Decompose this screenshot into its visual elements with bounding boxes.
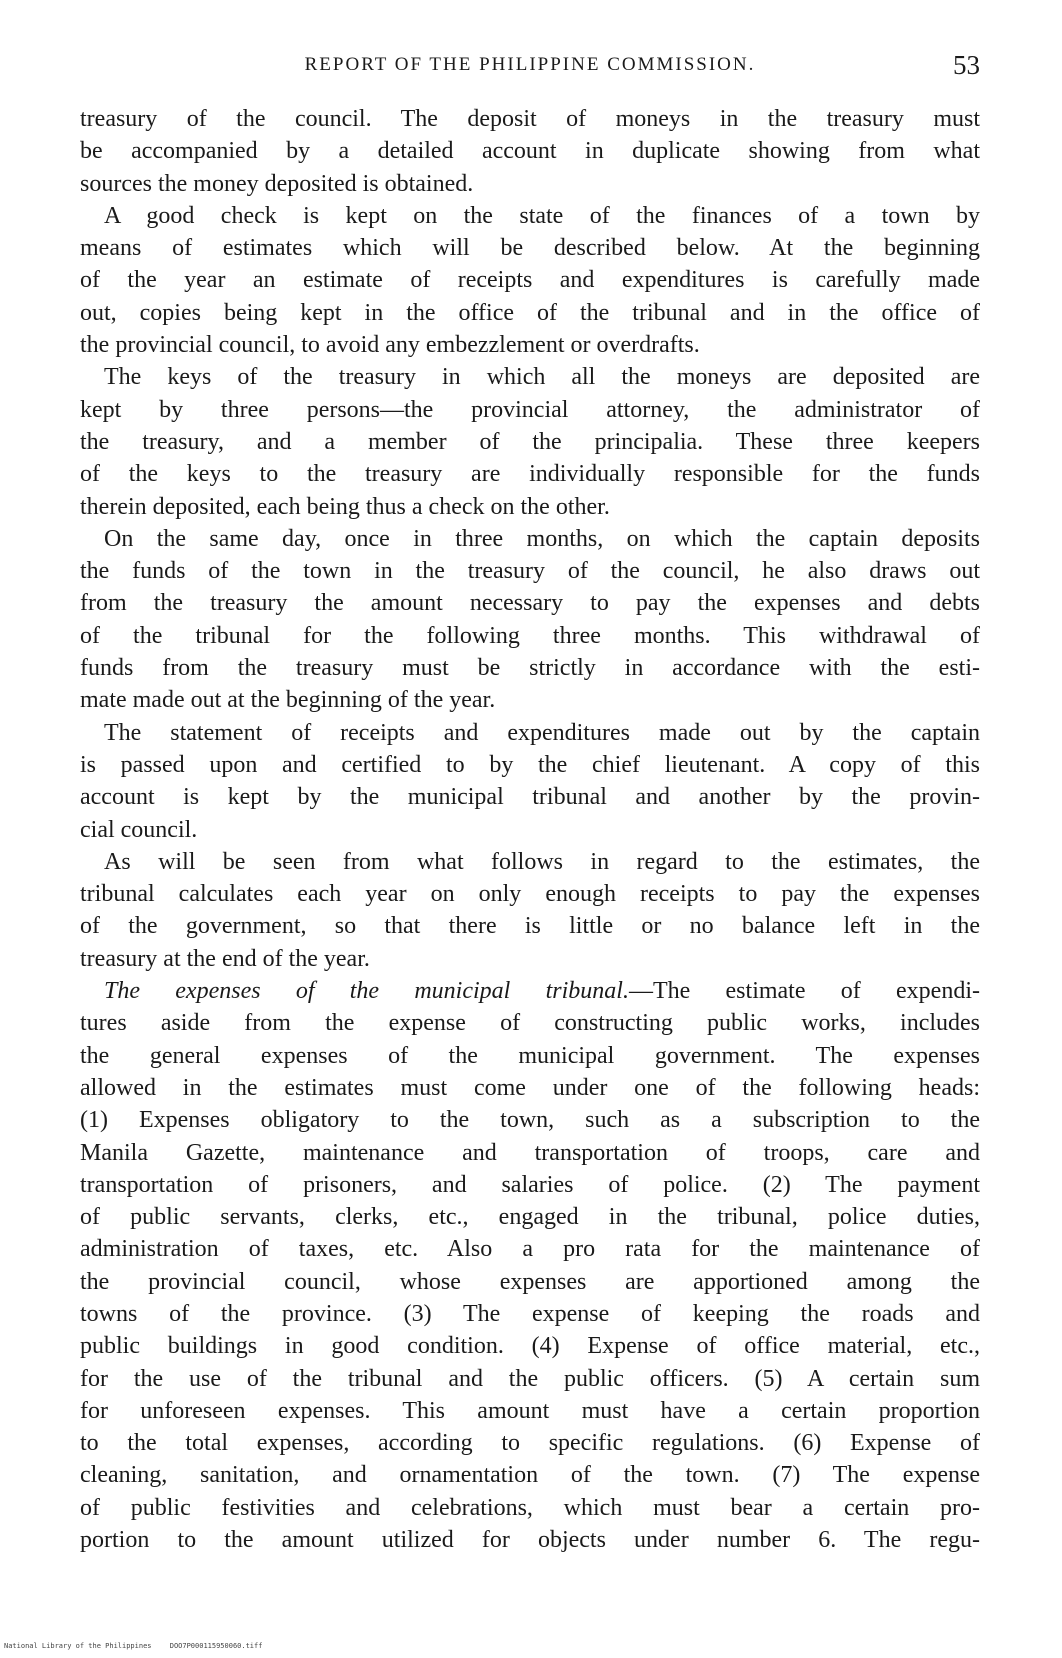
text-line: cleaning, sanitation, and ornamentation of the town. (7) The expense — [80, 1462, 980, 1489]
text-line: be accompanied by a detailed account in duplicate showing from what — [80, 138, 980, 165]
text-line: therein deposited, each being thus a check on the other. — [80, 493, 610, 520]
paragraph — [80, 523, 980, 717]
text-line: the general expenses of the municipal government. The expenses — [80, 1042, 980, 1069]
text-line: of the keys to the treasury are individually responsible for the funds — [80, 461, 980, 488]
text-line: the provincial council, whose expenses are apportioned among the — [80, 1268, 980, 1295]
running-title: REPORT OF THE PHILIPPINE COMMISSION. — [304, 54, 756, 75]
text-line: tures aside from the expense of constructing public works, includes — [80, 1010, 980, 1037]
text-line: Manila Gazette, maintenance and transportation of troops, care and — [80, 1139, 980, 1166]
text-line: A good check is kept on the state of the finances of a town by — [104, 202, 980, 229]
text-line: public buildings in good condition. (4) Expense of office material, etc., — [80, 1333, 980, 1360]
paragraph — [80, 975, 980, 1556]
paragraph — [80, 200, 980, 361]
text-line: (1) Expenses obligatory to the town, such as a subscription to the — [80, 1107, 980, 1134]
text-line: portion to the amount utilized for objects under number 6. The regu- — [80, 1527, 980, 1554]
text-line: allowed in the estimates must come under one of the following heads: — [80, 1074, 980, 1101]
text-line: the treasury, and a member of the principalia. These three keepers — [80, 428, 980, 455]
page-number: 53 — [953, 50, 980, 80]
heading-line-rest: —The estimate of expendi- — [628, 978, 980, 1005]
text-line: from the treasury the amount necessary to pay the expenses and debts — [80, 590, 980, 617]
text-line: cial council. — [80, 816, 198, 843]
text-line: mate made out at the beginning of the year. — [80, 687, 496, 714]
body-text — [80, 103, 980, 1556]
text-line: of the government, so that there is little or no balance left in the — [80, 913, 980, 940]
footer-file: DOO7P000115950060.tiff — [169, 1642, 263, 1650]
text-line: sources the money deposited is obtained. — [80, 170, 474, 197]
text-line: the funds of the town in the treasury of the council, he also draws out — [80, 558, 980, 585]
text-line: for unforeseen expenses. This amount must have a certain proportion — [80, 1397, 980, 1424]
paragraph — [80, 103, 980, 200]
paragraph — [80, 846, 980, 975]
text-line: funds from the treasury must be strictly in accordance with the esti- — [80, 655, 980, 682]
text-line: account is kept by the municipal tribunal and another by the provin- — [80, 784, 980, 811]
text-line: kept by three persons—the provincial attorney, the administrator of — [80, 396, 980, 423]
text-line: out, copies being kept in the office of the tribunal and in the office of — [80, 299, 980, 326]
text-line: of the tribunal for the following three months. This withdrawal of — [80, 622, 980, 649]
text-line: towns of the province. (3) The expense of keeping the roads and — [80, 1300, 980, 1327]
text-line: The statement of receipts and expenditures made out by the captain — [104, 719, 980, 746]
paragraph — [80, 361, 980, 522]
text-line: transportation of prisoners, and salaries of police. (2) The payment — [80, 1171, 980, 1198]
text-line: of public festivities and celebrations, which must bear a certain pro- — [80, 1494, 980, 1521]
text-line: is passed upon and certified to by the chief lieutenant. A copy of this — [80, 751, 980, 778]
text-line: of the year an estimate of receipts and expenditures is carefully made — [80, 267, 980, 294]
text-line: As will be seen from what follows in regard to the estimates, the — [104, 848, 980, 875]
text-line: the provincial council, to avoid any embezzlement or overdrafts. — [80, 332, 700, 359]
text-line — [80, 975, 980, 1007]
scan-footer — [4, 1642, 262, 1650]
text-line: On the same day, once in three months, on which the captain deposits — [104, 525, 980, 552]
text-line: tribunal calculates each year on only enough receipts to pay the expenses — [80, 881, 980, 908]
text-line: administration of taxes, etc. Also a pro rata for the maintenance of — [80, 1236, 980, 1263]
running-head — [80, 50, 980, 84]
footer-library: National Library of the Philippines — [4, 1642, 152, 1650]
text-line: treasury at the end of the year. — [80, 945, 370, 972]
text-line: for the use of the tribunal and the public officers. (5) A certain sum — [80, 1365, 980, 1392]
paragraph — [80, 717, 980, 846]
text-line: means of estimates which will be described below. At the beginning — [80, 235, 980, 262]
section-heading: The expenses of the municipal tribunal. — [104, 978, 629, 1005]
text-line: of public servants, clerks, etc., engaged in the tribunal, police duties, — [80, 1204, 980, 1231]
text-line: The keys of the treasury in which all the moneys are deposited are — [104, 364, 980, 391]
text-line: treasury of the council. The deposit of moneys in the treasury must — [80, 106, 980, 132]
text-line: to the total expenses, according to specific regulations. (6) Expense of — [80, 1430, 980, 1457]
